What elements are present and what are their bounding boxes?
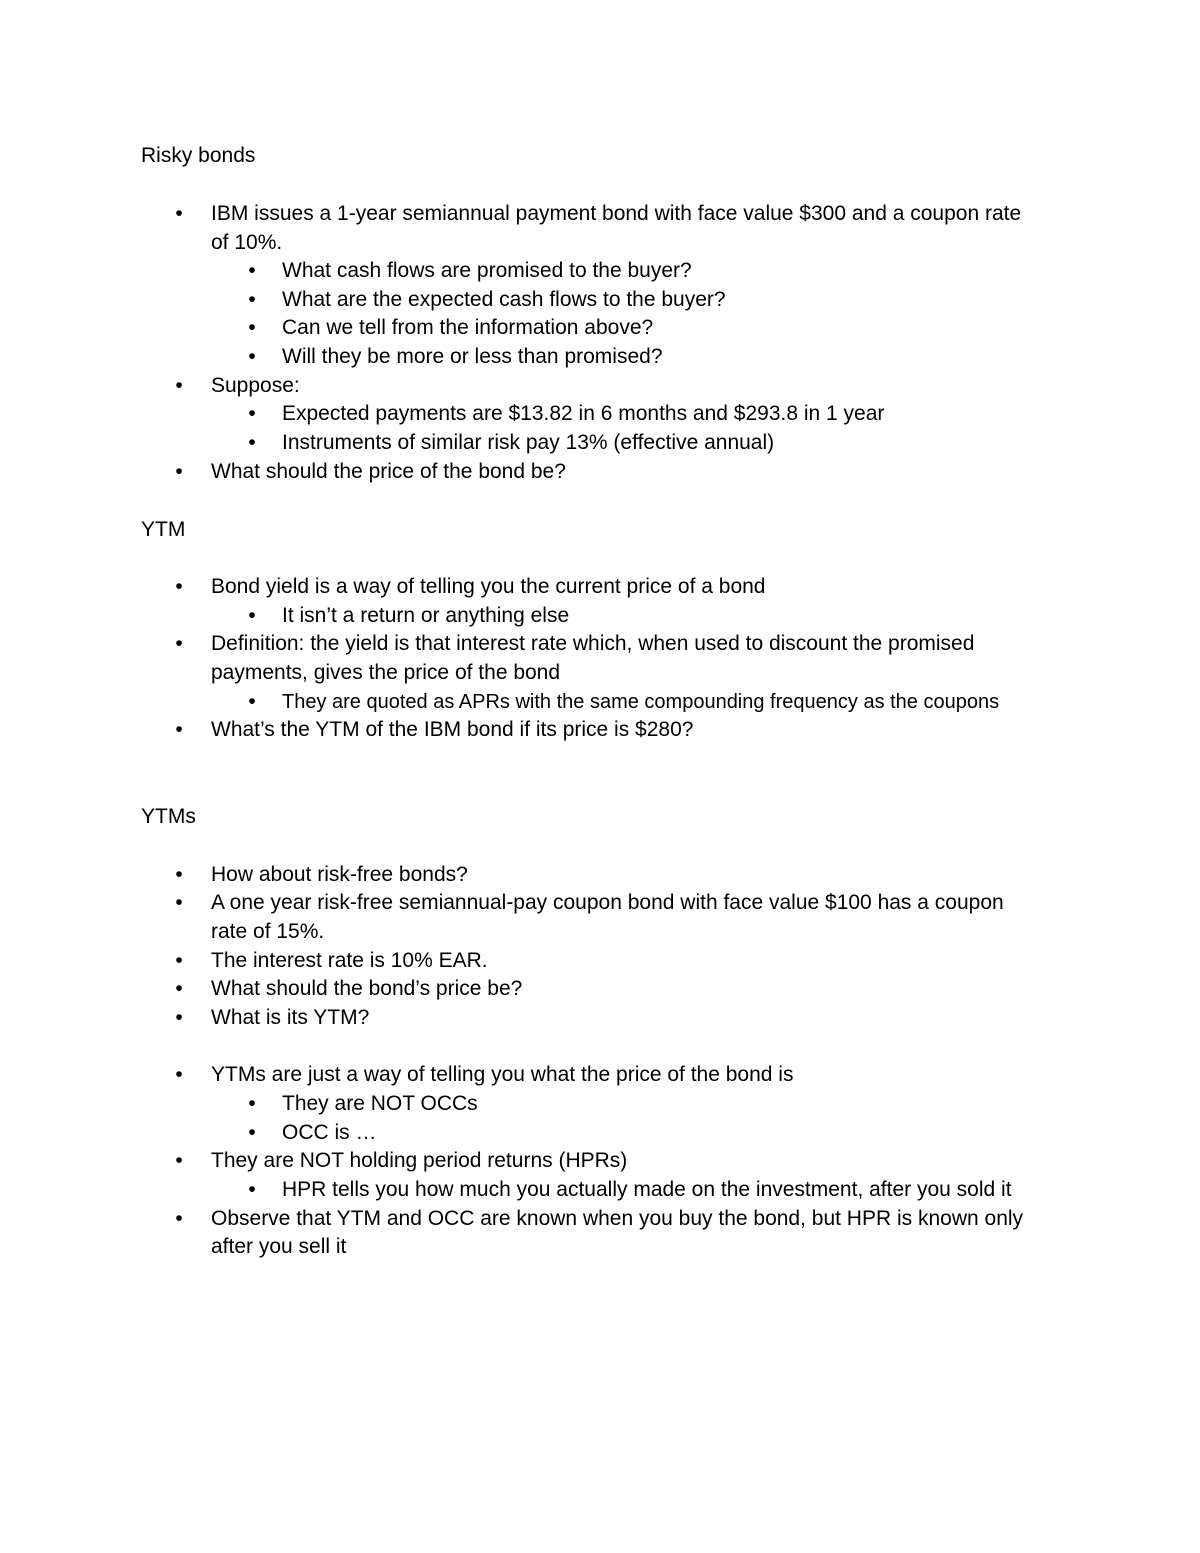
list-item-text: What should the price of the bond be? xyxy=(211,460,566,483)
bullet: • xyxy=(175,374,183,397)
bullet: • xyxy=(175,863,183,886)
bullet: • xyxy=(248,259,256,282)
bullet: • xyxy=(175,202,183,225)
bullet: • xyxy=(175,718,183,741)
list-subitem-text: They are NOT OCCs xyxy=(282,1092,478,1115)
bullet: • xyxy=(248,431,256,454)
list-item-text: Definition: the yield is that interest rate which, when used to discount the promised xyxy=(211,632,975,655)
bullet: • xyxy=(175,575,183,598)
list-item-text: IBM issues a 1-year semiannual payment bond with face value $300 and a coupon rate xyxy=(211,202,1022,225)
bullet: • xyxy=(175,891,183,914)
list-item-text: What’s the YTM of the IBM bond if its price is $280? xyxy=(211,718,694,741)
bullet: • xyxy=(175,1207,183,1230)
list-item-text: What is its YTM? xyxy=(211,1006,370,1029)
bullet: • xyxy=(175,977,183,1000)
bullet: • xyxy=(175,949,183,972)
bullet: • xyxy=(175,460,183,483)
bullet: • xyxy=(248,1178,256,1201)
section-heading-ytms: YTMs xyxy=(141,805,196,828)
list-item-text: How about risk-free bonds? xyxy=(211,863,468,886)
list-item-text: Observe that YTM and OCC are known when you buy the bond, but HPR is known only xyxy=(211,1207,1024,1230)
bullet: • xyxy=(248,690,256,713)
list-subitem-text: HPR tells you how much you actually made on the investment, after you sold it xyxy=(282,1178,1012,1201)
list-item-text: of 10%. xyxy=(211,231,283,254)
bullet: • xyxy=(175,1006,183,1029)
list-item-text: YTMs are just a way of telling you what the price of the bond is xyxy=(211,1063,794,1086)
list-subitem-text: What are the expected cash flows to the buyer? xyxy=(282,288,726,311)
bullet: • xyxy=(175,1149,183,1172)
bullet: • xyxy=(248,1092,256,1115)
list-subitem-text: Can we tell from the information above? xyxy=(282,316,654,339)
list-item-text: Bond yield is a way of telling you the current price of a bond xyxy=(211,575,766,598)
bullet: • xyxy=(248,604,256,627)
list-subitem-text: Instruments of similar risk pay 13% (effective annual) xyxy=(282,431,775,454)
bullet: • xyxy=(175,632,183,655)
bullet: • xyxy=(248,345,256,368)
list-subitem-text: What cash flows are promised to the buyer? xyxy=(282,259,692,282)
bullet: • xyxy=(175,1063,183,1086)
list-subitem-text: OCC is … xyxy=(282,1121,377,1144)
bullet: • xyxy=(248,288,256,311)
list-subitem-text: Will they be more or less than promised? xyxy=(282,345,663,368)
list-subitem-text: Expected payments are $13.82 in 6 months and $293.8 in 1 year xyxy=(282,402,885,425)
section-heading-risky-bonds: Risky bonds xyxy=(141,144,256,167)
list-item-text: after you sell it xyxy=(211,1235,347,1258)
list-item-text: The interest rate is 10% EAR. xyxy=(211,949,488,972)
list-item-text: They are NOT holding period returns (HPRs) xyxy=(211,1149,628,1172)
bullet: • xyxy=(248,316,256,339)
list-item-text: A one year risk-free semiannual-pay coupon bond with face value $100 has a coupon xyxy=(211,891,1004,914)
list-item-text: rate of 15%. xyxy=(211,920,325,943)
bullet: • xyxy=(248,1121,256,1144)
list-item-text: Suppose: xyxy=(211,374,300,397)
bullet: • xyxy=(248,402,256,425)
list-subitem-text: It isn’t a return or anything else xyxy=(282,604,570,627)
list-item-text: payments, gives the price of the bond xyxy=(211,661,561,684)
section-heading-ytm: YTM xyxy=(141,518,186,541)
list-item-text: What should the bond’s price be? xyxy=(211,977,523,1000)
list-subitem-text: They are quoted as APRs with the same compounding frequency as the coupons xyxy=(282,691,1000,713)
